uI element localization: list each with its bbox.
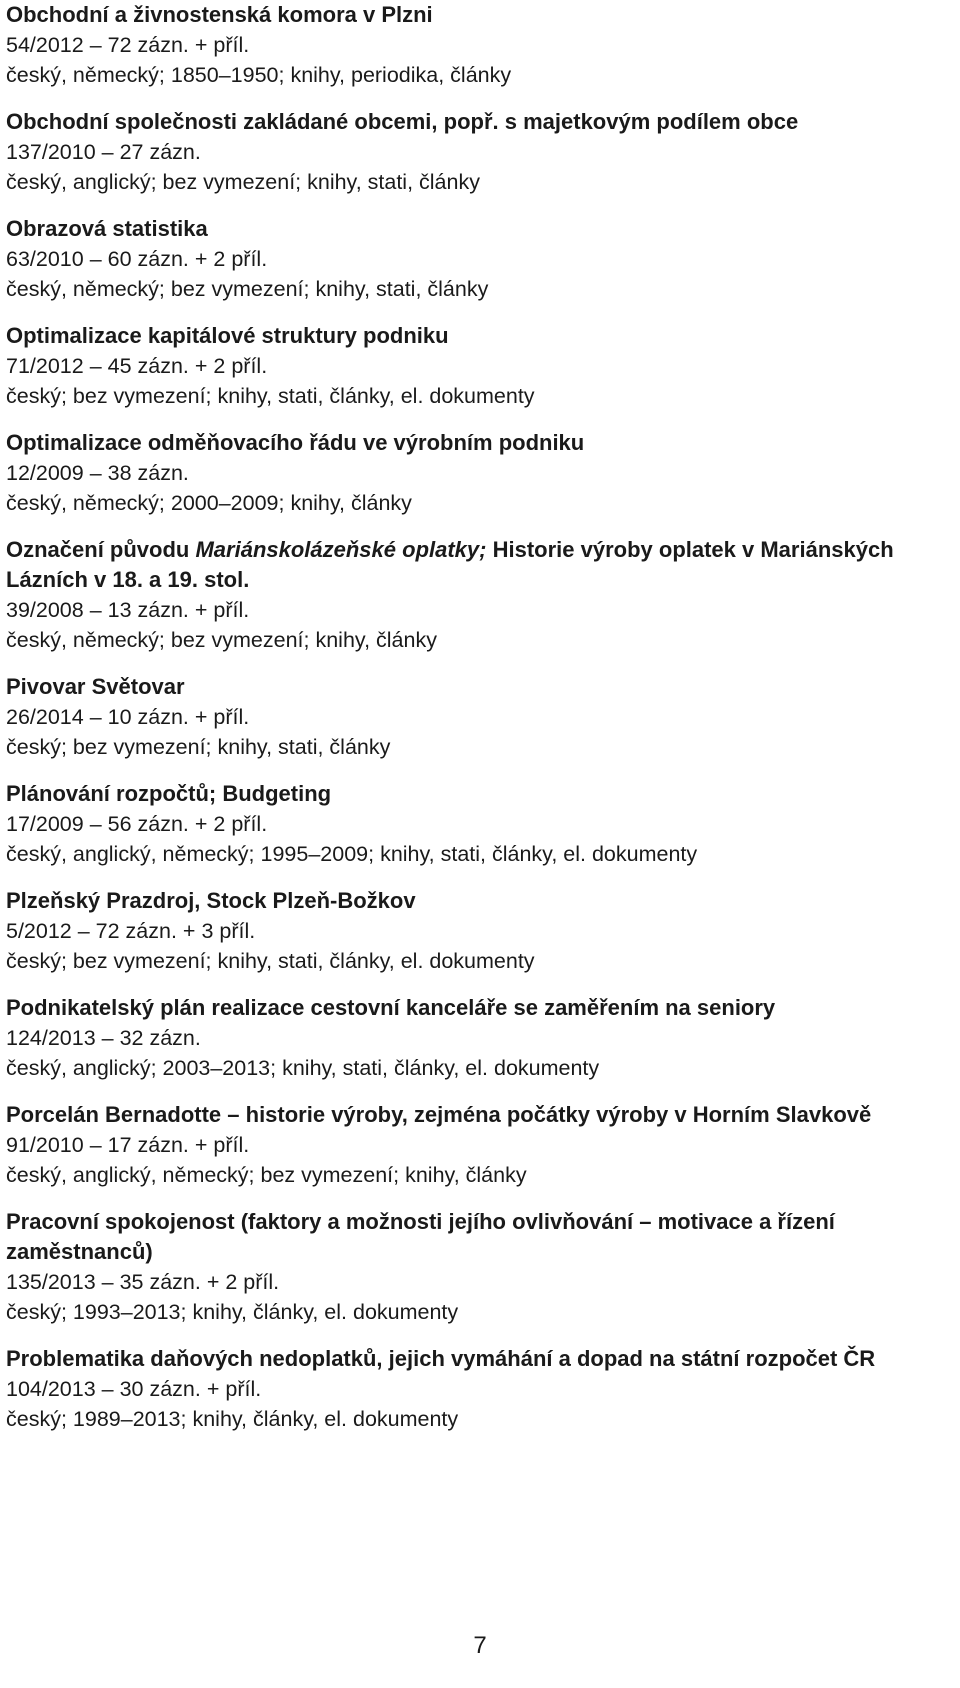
entry-title-segment: Plánování rozpočtů; Budgeting <box>6 781 332 806</box>
catalog-entry <box>6 886 956 976</box>
catalog-entry <box>6 107 956 197</box>
entry-details: český, německý; 1850–1950; knihy, periodika, články <box>6 63 512 87</box>
entry-title-segment: Obchodní a živnostenská komora v Plzni <box>6 2 433 27</box>
entry-title-segment: Pivovar Světovar <box>6 674 185 699</box>
catalog-entry <box>6 0 956 90</box>
entry-title-segment: Podnikatelský plán realizace cestovní kanceláře se zaměřením na seniory <box>6 995 776 1020</box>
entry-title <box>6 779 956 809</box>
entry-title-segment: Problematika daňových nedoplatků, jejich vymáhání a dopad na státní rozpočet ČR <box>6 1346 876 1371</box>
entry-details: český, anglický, německý; 1995–2009; knihy, stati, články, el. dokumenty <box>6 842 698 866</box>
catalog-entry <box>6 1100 956 1190</box>
entry-record-count: 137/2010 – 27 zázn. <box>6 140 201 164</box>
catalog-entry <box>6 672 956 762</box>
entry-record-count: 39/2008 – 13 zázn. + příl. <box>6 598 250 622</box>
entry-details: český, německý; 2000–2009; knihy, články <box>6 491 412 515</box>
entry-title <box>6 993 956 1023</box>
entry-details: český; 1989–2013; knihy, články, el. dokumenty <box>6 1407 459 1431</box>
entry-title <box>6 672 956 702</box>
entry-title <box>6 1100 956 1130</box>
entry-title-segment: Označení původu <box>6 537 196 562</box>
catalog-entry <box>6 214 956 304</box>
catalog-entry-list <box>6 0 956 1434</box>
entry-title-segment: Optimalizace odměňovacího řádu ve výrobním podniku <box>6 430 585 455</box>
entry-record-count: 26/2014 – 10 zázn. + příl. <box>6 705 250 729</box>
entry-record-count: 5/2012 – 72 zázn. + 3 příl. <box>6 919 256 943</box>
entry-title <box>6 321 956 351</box>
entry-record-count: 12/2009 – 38 zázn. <box>6 461 189 485</box>
entry-title-segment: Porcelán Bernadotte – historie výroby, zejména počátky výroby v Horním Slavkově <box>6 1102 872 1127</box>
entry-record-count: 124/2013 – 32 zázn. <box>6 1026 201 1050</box>
entry-record-count: 63/2010 – 60 zázn. + 2 příl. <box>6 247 268 271</box>
entry-record-count: 135/2013 – 35 zázn. + 2 příl. <box>6 1270 280 1294</box>
entry-title-segment: Obchodní společnosti zakládané obcemi, popř. s majetkovým podílem obce <box>6 109 799 134</box>
entry-details: český, německý; bez vymezení; knihy, články <box>6 628 437 652</box>
entry-title-segment: Pracovní spokojenost (faktory a možnosti jejího ovlivňování – motivace a řízení zaměstnanců) <box>6 1209 835 1264</box>
entry-record-count: 54/2012 – 72 zázn. + příl. <box>6 33 250 57</box>
entry-record-count: 91/2010 – 17 zázn. + příl. <box>6 1133 250 1157</box>
entry-record-count: 71/2012 – 45 zázn. + 2 příl. <box>6 354 268 378</box>
entry-details: český; bez vymezení; knihy, stati, články, el. dokumenty <box>6 949 535 973</box>
entry-record-count: 17/2009 – 56 zázn. + 2 příl. <box>6 812 268 836</box>
entry-title-segment: Obrazová statistika <box>6 216 208 241</box>
entry-title-segment: Optimalizace kapitálové struktury podniku <box>6 323 449 348</box>
entry-title <box>6 428 956 458</box>
entry-details: český, anglický; bez vymezení; knihy, stati, články <box>6 170 480 194</box>
entry-title <box>6 1207 956 1267</box>
entry-details: český; bez vymezení; knihy, stati, články, el. dokumenty <box>6 384 535 408</box>
entry-details: český, anglický, německý; bez vymezení; knihy, články <box>6 1163 527 1187</box>
entry-title-segment: Historie výroby oplatek v Mariánských Lázních v 18. a 19. stol. <box>6 537 894 592</box>
entry-title <box>6 886 956 916</box>
entry-title <box>6 1344 956 1374</box>
entry-details: český; 1993–2013; knihy, články, el. dokumenty <box>6 1300 459 1324</box>
entry-details: český; bez vymezení; knihy, stati, články <box>6 735 391 759</box>
catalog-entry <box>6 428 956 518</box>
page-number: 7 <box>473 1632 487 1659</box>
catalog-entry <box>6 779 956 869</box>
catalog-entry <box>6 993 956 1083</box>
entry-details: český, anglický; 2003–2013; knihy, stati, články, el. dokumenty <box>6 1056 600 1080</box>
entry-details: český, německý; bez vymezení; knihy, stati, články <box>6 277 489 301</box>
entry-record-count: 104/2013 – 30 zázn. + příl. <box>6 1377 262 1401</box>
catalog-entry <box>6 1207 956 1327</box>
entry-title <box>6 107 956 137</box>
entry-title <box>6 214 956 244</box>
entry-title <box>6 0 956 30</box>
catalog-entry <box>6 535 956 655</box>
entry-title-italic-segment: Mariánskolázeňské oplatky; <box>195 537 487 562</box>
catalog-entry <box>6 321 956 411</box>
entry-title <box>6 535 956 595</box>
catalog-entry <box>6 1344 956 1434</box>
entry-title-segment: Plzeňský Prazdroj, Stock Plzeň-Božkov <box>6 888 416 913</box>
